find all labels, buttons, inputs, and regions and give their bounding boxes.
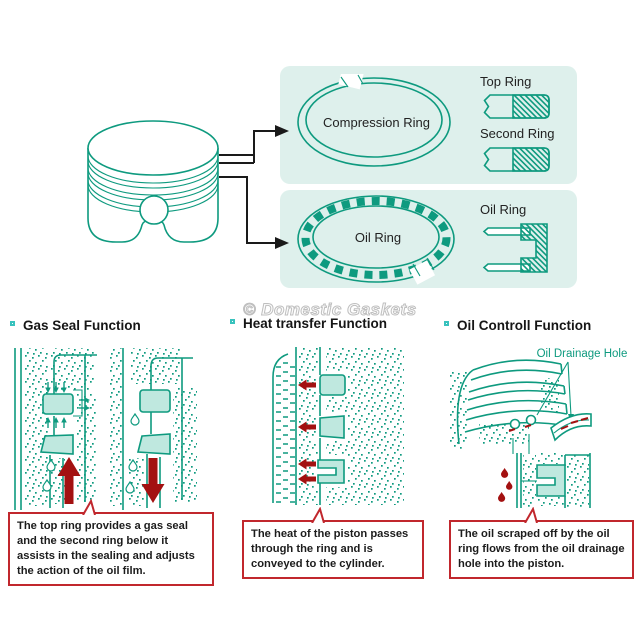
callout-pointer <box>523 507 545 523</box>
callout-pointer <box>310 507 332 523</box>
oil-controll-description: The oil scraped off by the oil ring flows from the oil drainage hole into the piston. <box>458 528 625 570</box>
oil-ring-ellipse-label: Oil Ring <box>354 230 402 245</box>
heat-transfer-description: The heat of the piston passes through the ring and is conveyed to the cylinder. <box>251 528 409 570</box>
heat-transfer-function-title: Heat transfer Function <box>243 316 388 331</box>
second-ring-in-groove <box>41 435 73 454</box>
second-ring-cross-section <box>480 147 552 173</box>
oil-drops <box>498 468 512 502</box>
top-ring-label: Top Ring <box>480 74 532 89</box>
piston-crown <box>88 121 218 175</box>
oil-drainage-hole-label: Oil Drainage Hole <box>536 348 628 360</box>
oil-controll-function-header <box>444 318 591 333</box>
top-ring-cross-section <box>480 94 552 120</box>
oil-control-diagram <box>443 336 639 516</box>
oil-drainage-hole <box>511 420 520 429</box>
oil-ring-section-label: Oil Ring <box>480 202 527 217</box>
oil-ring-cross-section <box>537 465 565 496</box>
piston-illustration <box>86 118 220 250</box>
callout-pointer <box>81 499 103 515</box>
top-ring-in-groove <box>140 390 170 412</box>
bullet-icon <box>10 321 15 326</box>
heat-transfer-callout <box>242 520 424 579</box>
gas-seal-diagram <box>5 342 220 514</box>
second-ring-label: Second Ring <box>480 126 555 141</box>
oil-drainage-hole <box>527 416 536 425</box>
oil-controll-callout <box>449 520 634 579</box>
top-ring-in-groove <box>43 394 73 414</box>
wrist-pin-hole <box>140 196 168 224</box>
gas-seal-description: The top ring provides a gas seal and the second ring below it assists in the sealing and adjusts the action of the oil film. <box>17 520 195 577</box>
gas-seal-callout <box>8 512 214 586</box>
second-ring <box>320 416 344 438</box>
bullet-icon <box>444 321 449 326</box>
heat-transfer-function-header <box>230 316 387 331</box>
oil-ring-cross-section <box>478 220 553 278</box>
watermark: © Domestic Gaskets <box>243 300 417 319</box>
compression-ring-panel <box>280 66 577 184</box>
oil-controll-function-title: Oil Controll Function <box>457 318 592 333</box>
groove-channel-piece <box>551 414 591 440</box>
compression-ring-label: Compression Ring <box>323 115 430 130</box>
top-ring <box>320 375 345 395</box>
oil-ring-panel <box>280 190 577 288</box>
heat-transfer-diagram <box>240 343 425 511</box>
gas-seal-function-header <box>10 318 141 333</box>
second-ring-in-groove <box>138 434 170 454</box>
bullet-icon <box>230 319 235 324</box>
gas-pressure-down-arrow <box>142 458 165 503</box>
gas-seal-function-title: Gas Seal Function <box>23 318 141 333</box>
